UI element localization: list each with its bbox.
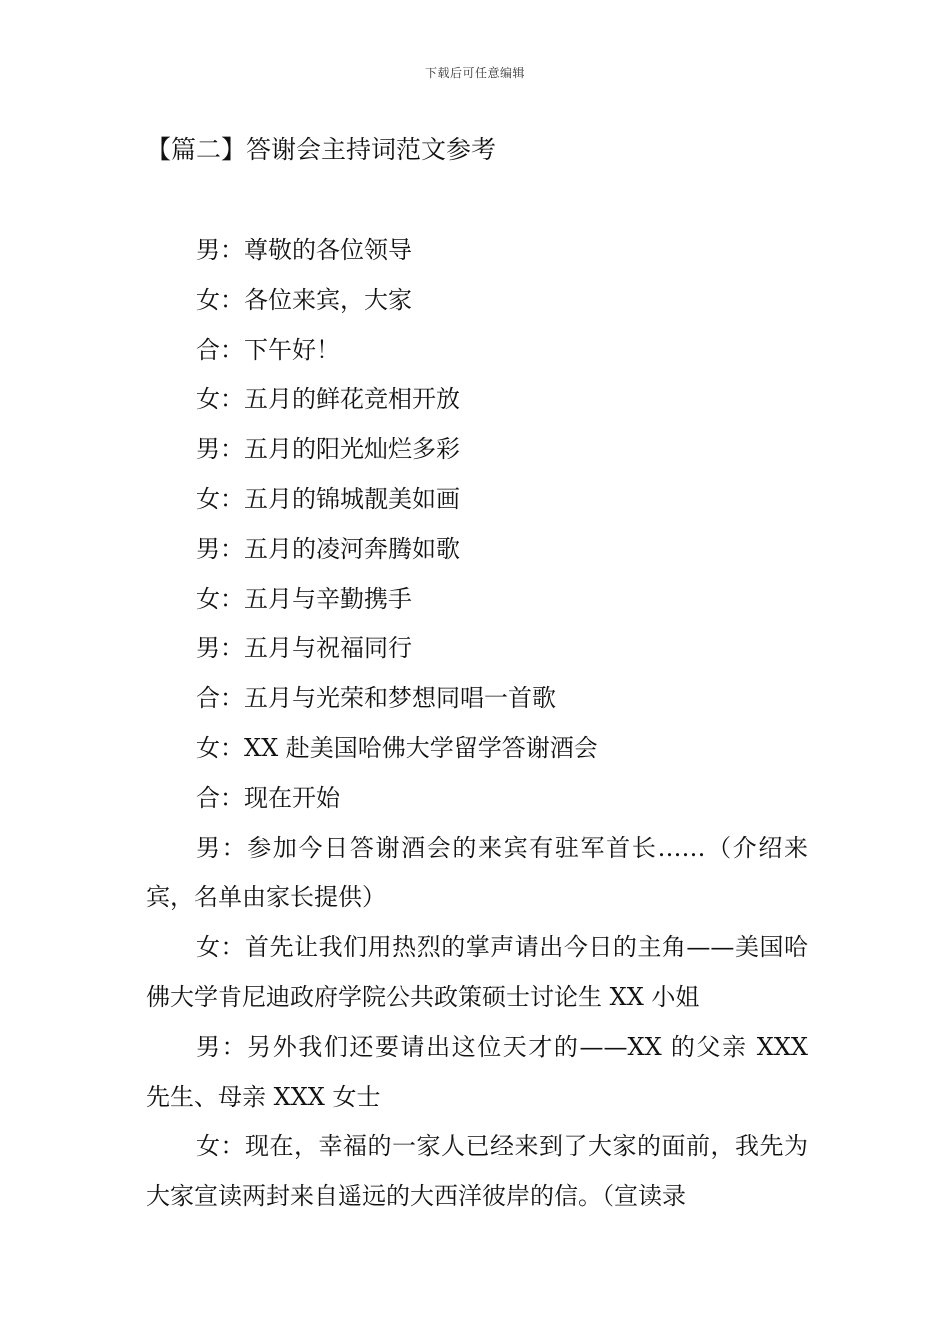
page-header: 下载后可任意编辑 — [424, 66, 525, 80]
paragraph: 男：五月与祝福同行 — [196, 634, 412, 663]
paragraph: 男：参加今日答谢酒会的来宾有驻军首长……（介绍来宾，名单由家长提供） — [146, 833, 808, 912]
paragraph: 男：五月的凌河奔腾如歌 — [196, 534, 460, 563]
paragraph: 男：另外我们还要请出这位天才的——XX 的父亲 XXX 先生、母亲 XXX 女士 — [146, 1032, 808, 1111]
document-title: 【篇二】答谢会主持词范文参考 — [146, 135, 497, 164]
paragraph: 女：XX 赴美国哈佛大学留学答谢酒会 — [196, 733, 598, 762]
paragraph: 合：下午好！ — [196, 335, 340, 364]
paragraph: 合：现在开始 — [196, 783, 340, 812]
paragraph: 女：现在，幸福的一家人已经来到了大家的面前，我先为大家宣读两封来自遥远的大西洋彼岸的信。（宣读录 — [146, 1132, 808, 1211]
paragraph: 男：尊敬的各位领导 — [196, 236, 412, 264]
paragraph: 合：五月与光荣和梦想同唱一首歌 — [196, 684, 556, 713]
paragraph: 女：各位来宾，大家 — [196, 285, 412, 314]
paragraph: 女：五月与辛勤携手 — [196, 584, 412, 613]
paragraph: 男：五月的阳光灿烂多彩 — [196, 435, 460, 464]
document-body — [146, 226, 808, 1222]
paragraph: 女：五月的鲜花竞相开放 — [196, 385, 460, 414]
paragraph: 女：五月的锦城靓美如画 — [196, 484, 460, 513]
paragraph: 女：首先让我们用热烈的掌声请出今日的主角——美国哈佛大学肯尼迪政府学院公共政策硕士讨论生 XX 小姐 — [146, 933, 808, 1011]
